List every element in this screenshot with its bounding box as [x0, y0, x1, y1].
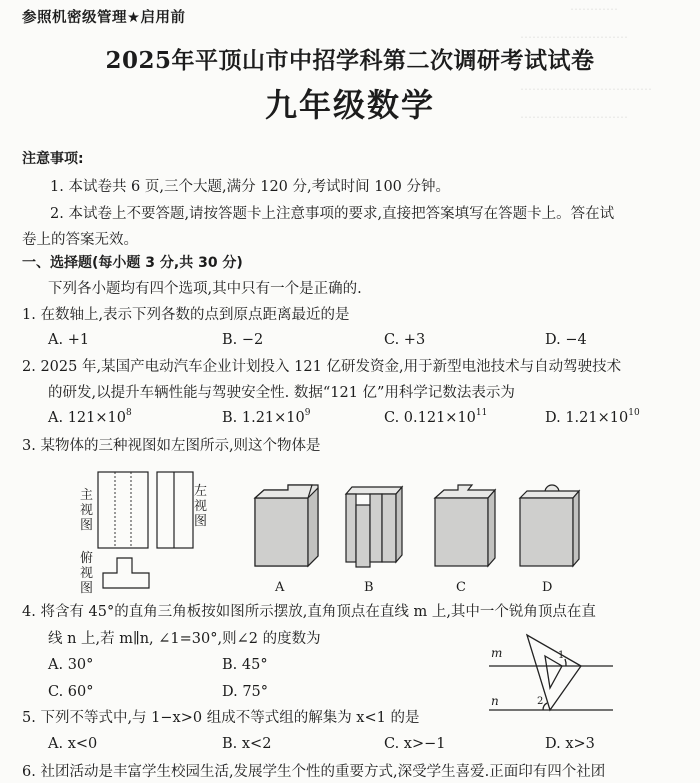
- section-heading: 一、选择题(每小题 3 分,共 30 分): [22, 255, 243, 271]
- question-4-option-c[interactable]: C. 60°: [48, 684, 94, 700]
- solid-a-figure[interactable]: [250, 478, 330, 583]
- question-1-option-d[interactable]: D. −4: [545, 332, 587, 348]
- bleed-through-text: ⋯⋯⋯⋯⋯⋯⋯⋯⋯: [520, 30, 628, 44]
- section-instruction: 下列各小题均有四个选项,其中只有一个是正确的.: [48, 281, 362, 297]
- solid-a-label: A: [275, 580, 285, 595]
- top-view-label: 俯视图: [80, 551, 94, 596]
- question-5-option-c[interactable]: C. x>−1: [384, 736, 446, 752]
- question-3-stem: 3. 某物体的三种视图如左图所示,则这个物体是: [22, 438, 321, 454]
- question-1-option-b[interactable]: B. −2: [222, 332, 264, 348]
- option-text: B. 1.21×10: [222, 410, 305, 426]
- note-item-1: 1. 本试卷共 6 页,三个大题,满分 120 分,考试时间 100 分钟。: [50, 179, 451, 195]
- solid-c-label: C: [456, 580, 466, 595]
- question-4-option-d[interactable]: D. 75°: [222, 684, 269, 700]
- exponent: 10: [628, 408, 640, 418]
- confidentiality-mark: 参照机密级管理★启用前: [22, 10, 186, 26]
- exam-subtitle: 九年级数学: [264, 86, 435, 124]
- solid-d-label: D: [542, 580, 553, 595]
- front-view-label: 主视图: [80, 488, 94, 533]
- option-text: C. 0.121×10: [384, 410, 476, 426]
- bleed-through-text: ⋯⋯⋯⋯: [570, 2, 618, 16]
- question-4-option-a[interactable]: A. 30°: [48, 657, 94, 673]
- notes-heading: 注意事项:: [22, 151, 84, 167]
- question-2-stem-cont: 的研发,以提升车辆性能与驾驶安全性. 数据“121 亿”用科学记数法表示为: [48, 385, 515, 401]
- question-2-option-b[interactable]: [222, 410, 311, 426]
- question-5-option-d[interactable]: D. x>3: [545, 736, 595, 752]
- angle-2-label: 2: [537, 696, 544, 707]
- exponent: 9: [304, 408, 311, 418]
- exam-title: 2025年平顶山市中招学科第二次调研考试试卷: [105, 47, 595, 74]
- note-item-2-cont: 卷上的答案无效。: [22, 232, 138, 248]
- question-1-stem: 1. 在数轴上,表示下列各数的点到原点距离最近的是: [22, 307, 350, 323]
- question-2-stem: 2. 2025 年,某国产电动汽车企业计划投入 121 亿研发资金,用于新型电池技术与自动驾驶技术: [22, 359, 622, 375]
- triangle-parallel-lines-figure: [485, 628, 665, 718]
- question-2-option-c[interactable]: [384, 410, 487, 426]
- question-5-stem: 5. 下列不等式中,与 1−x>0 组成不等式组的解集为 x<1 的是: [22, 710, 420, 726]
- question-5-option-a[interactable]: A. x<0: [48, 736, 98, 752]
- solid-b-label: B: [364, 580, 374, 595]
- solid-d-figure[interactable]: [515, 478, 595, 583]
- exponent: 11: [475, 408, 488, 418]
- question-4-stem-cont: 线 n 上,若 m∥n, ∠1=30°,则∠2 的度数为: [48, 631, 321, 647]
- line-m-label: m: [491, 646, 503, 660]
- question-4-option-b[interactable]: B. 45°: [222, 657, 268, 673]
- solid-b-figure[interactable]: [340, 478, 420, 583]
- question-2-option-d[interactable]: [545, 410, 640, 426]
- bleed-through-text: ⋯⋯⋯⋯⋯⋯⋯⋯⋯: [520, 110, 628, 124]
- question-2-option-a[interactable]: [48, 410, 132, 426]
- bleed-through-text: ⋯⋯⋯⋯⋯⋯⋯⋯⋯⋯⋯: [520, 82, 652, 96]
- question-5-option-b[interactable]: B. x<2: [222, 736, 272, 752]
- left-view-label: 左视图: [194, 484, 208, 529]
- question-4-stem: 4. 将含有 45°的直角三角板按如图所示摆放,直角顶点在直线 m 上,其中一个锐角顶点在直: [22, 604, 596, 620]
- solid-c-figure[interactable]: [430, 478, 510, 583]
- question-1-option-c[interactable]: C. +3: [384, 332, 426, 348]
- line-n-label: n: [491, 694, 499, 708]
- question-1-option-a[interactable]: A. +1: [48, 332, 90, 348]
- option-text: D. 1.21×10: [545, 410, 629, 426]
- question-6-stem: 6. 社团活动是丰富学生校园生活,发展学生个性的重要方式,深受学生喜爱.正面印有四个社团: [22, 764, 606, 780]
- exponent: 8: [125, 408, 132, 418]
- angle-1-label: 1: [558, 650, 565, 661]
- note-item-2: 2. 本试卷上不要答题,请按答题卡上注意事项的要求,直接把答案填写在答题卡上。答在试: [50, 206, 615, 222]
- option-text: A. 121×10: [48, 410, 126, 426]
